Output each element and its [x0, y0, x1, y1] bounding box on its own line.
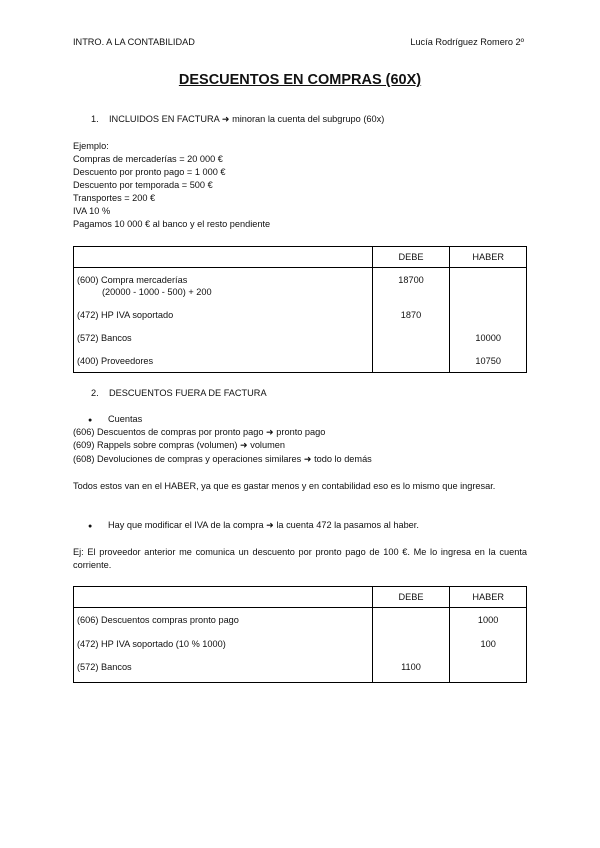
- haber-value: 10000: [475, 333, 501, 343]
- header-account-cell: [74, 587, 373, 608]
- bullet-iva: [88, 520, 419, 531]
- debe-value: 1100: [401, 662, 421, 672]
- header-left: INTRO. A LA CONTABILIDAD: [73, 37, 195, 47]
- accounts-column: [74, 268, 373, 373]
- account-label: (600) Compra mercaderías: [77, 275, 188, 285]
- debe-value: 18700: [398, 275, 424, 285]
- section-2-text: DESCUENTOS FUERA DE FACTURA: [109, 388, 267, 398]
- haber-column: [450, 268, 527, 373]
- bullet-icon: ●: [88, 523, 93, 530]
- journal-table-1: [73, 246, 527, 373]
- table-header-row: [74, 587, 527, 608]
- page-title: DESCUENTOS EN COMPRAS (60X): [178, 72, 422, 88]
- section-1-text: INCLUIDOS EN FACTURA ➜ minoran la cuenta del subgrupo (60x): [109, 114, 385, 124]
- account-line: (609) Rappels sobre compras (volumen) ➜ volumen: [73, 440, 285, 450]
- account-label: (472) HP IVA soportado: [77, 310, 174, 320]
- account-formula: (20000 - 1000 - 500) + 200: [102, 287, 212, 297]
- header-debe: DEBE: [372, 587, 450, 608]
- account-line: (606) Descuentos de compras por pronto pago ➜ pronto pago: [73, 427, 326, 437]
- haber-value: 100: [480, 639, 496, 649]
- debe-column: [372, 268, 450, 373]
- section-2-number: 2.: [91, 388, 99, 398]
- table-body-row: [74, 608, 527, 683]
- account-label: (572) Bancos: [77, 662, 132, 672]
- example-line: Descuento por pronto pago = 1 000 €: [73, 167, 226, 177]
- header-haber: HABER: [450, 247, 527, 268]
- example-paragraph: Ej: El proveedor anterior me comunica un descuento por pronto pago de 100 €. Me lo ingresa en la cuenta corriente.: [73, 547, 527, 570]
- table-body-row: [74, 268, 527, 373]
- journal-table-2: [73, 586, 527, 683]
- example-line: Pagamos 10 000 € al banco y el resto pendiente: [73, 219, 271, 229]
- section-1-number: 1.: [91, 114, 99, 124]
- haber-value: 1000: [477, 615, 499, 625]
- header-account-cell: [74, 247, 373, 268]
- example-line: IVA 10 %: [73, 206, 111, 216]
- account-label: (606) Descuentos compras pronto pago: [77, 615, 239, 625]
- account-label: (572) Bancos: [77, 333, 132, 343]
- account-label: (400) Proveedores: [77, 356, 154, 366]
- section-2-heading: [91, 388, 267, 398]
- account-label: (472) HP IVA soportado (10 % 1000): [77, 639, 226, 649]
- haber-paragraph: Todos estos van en el HABER, ya que es gastar menos y en contabilidad eso es lo mismo que ingresar.: [73, 481, 496, 491]
- header-haber: HABER: [450, 587, 527, 608]
- header-debe: DEBE: [372, 247, 450, 268]
- haber-column: [450, 608, 527, 683]
- example-line: Transportes = 200 €: [73, 193, 156, 203]
- bullet-cuentas: [88, 414, 142, 424]
- debe-value: 1870: [400, 310, 422, 320]
- debe-column: [372, 608, 450, 683]
- example-line: Descuento por temporada = 500 €: [73, 180, 213, 190]
- example-line: Compras de mercaderías = 20 000 €: [73, 154, 223, 164]
- bullet-icon: ●: [88, 417, 93, 424]
- bullet-label: Cuentas: [108, 414, 143, 424]
- table-header-row: [74, 247, 527, 268]
- section-1-heading: [91, 114, 384, 125]
- haber-value: 10750: [475, 356, 501, 366]
- account-line: (608) Devoluciones de compras y operaciones similares ➜ todo lo demás: [73, 454, 372, 464]
- header-right: Lucía Rodríguez Romero 2º: [410, 37, 524, 47]
- accounts-column: [74, 608, 373, 683]
- bullet-iva-text: Hay que modificar el IVA de la compra ➜ la cuenta 472 la pasamos al haber.: [108, 520, 419, 530]
- example-line: Ejemplo:: [73, 141, 109, 151]
